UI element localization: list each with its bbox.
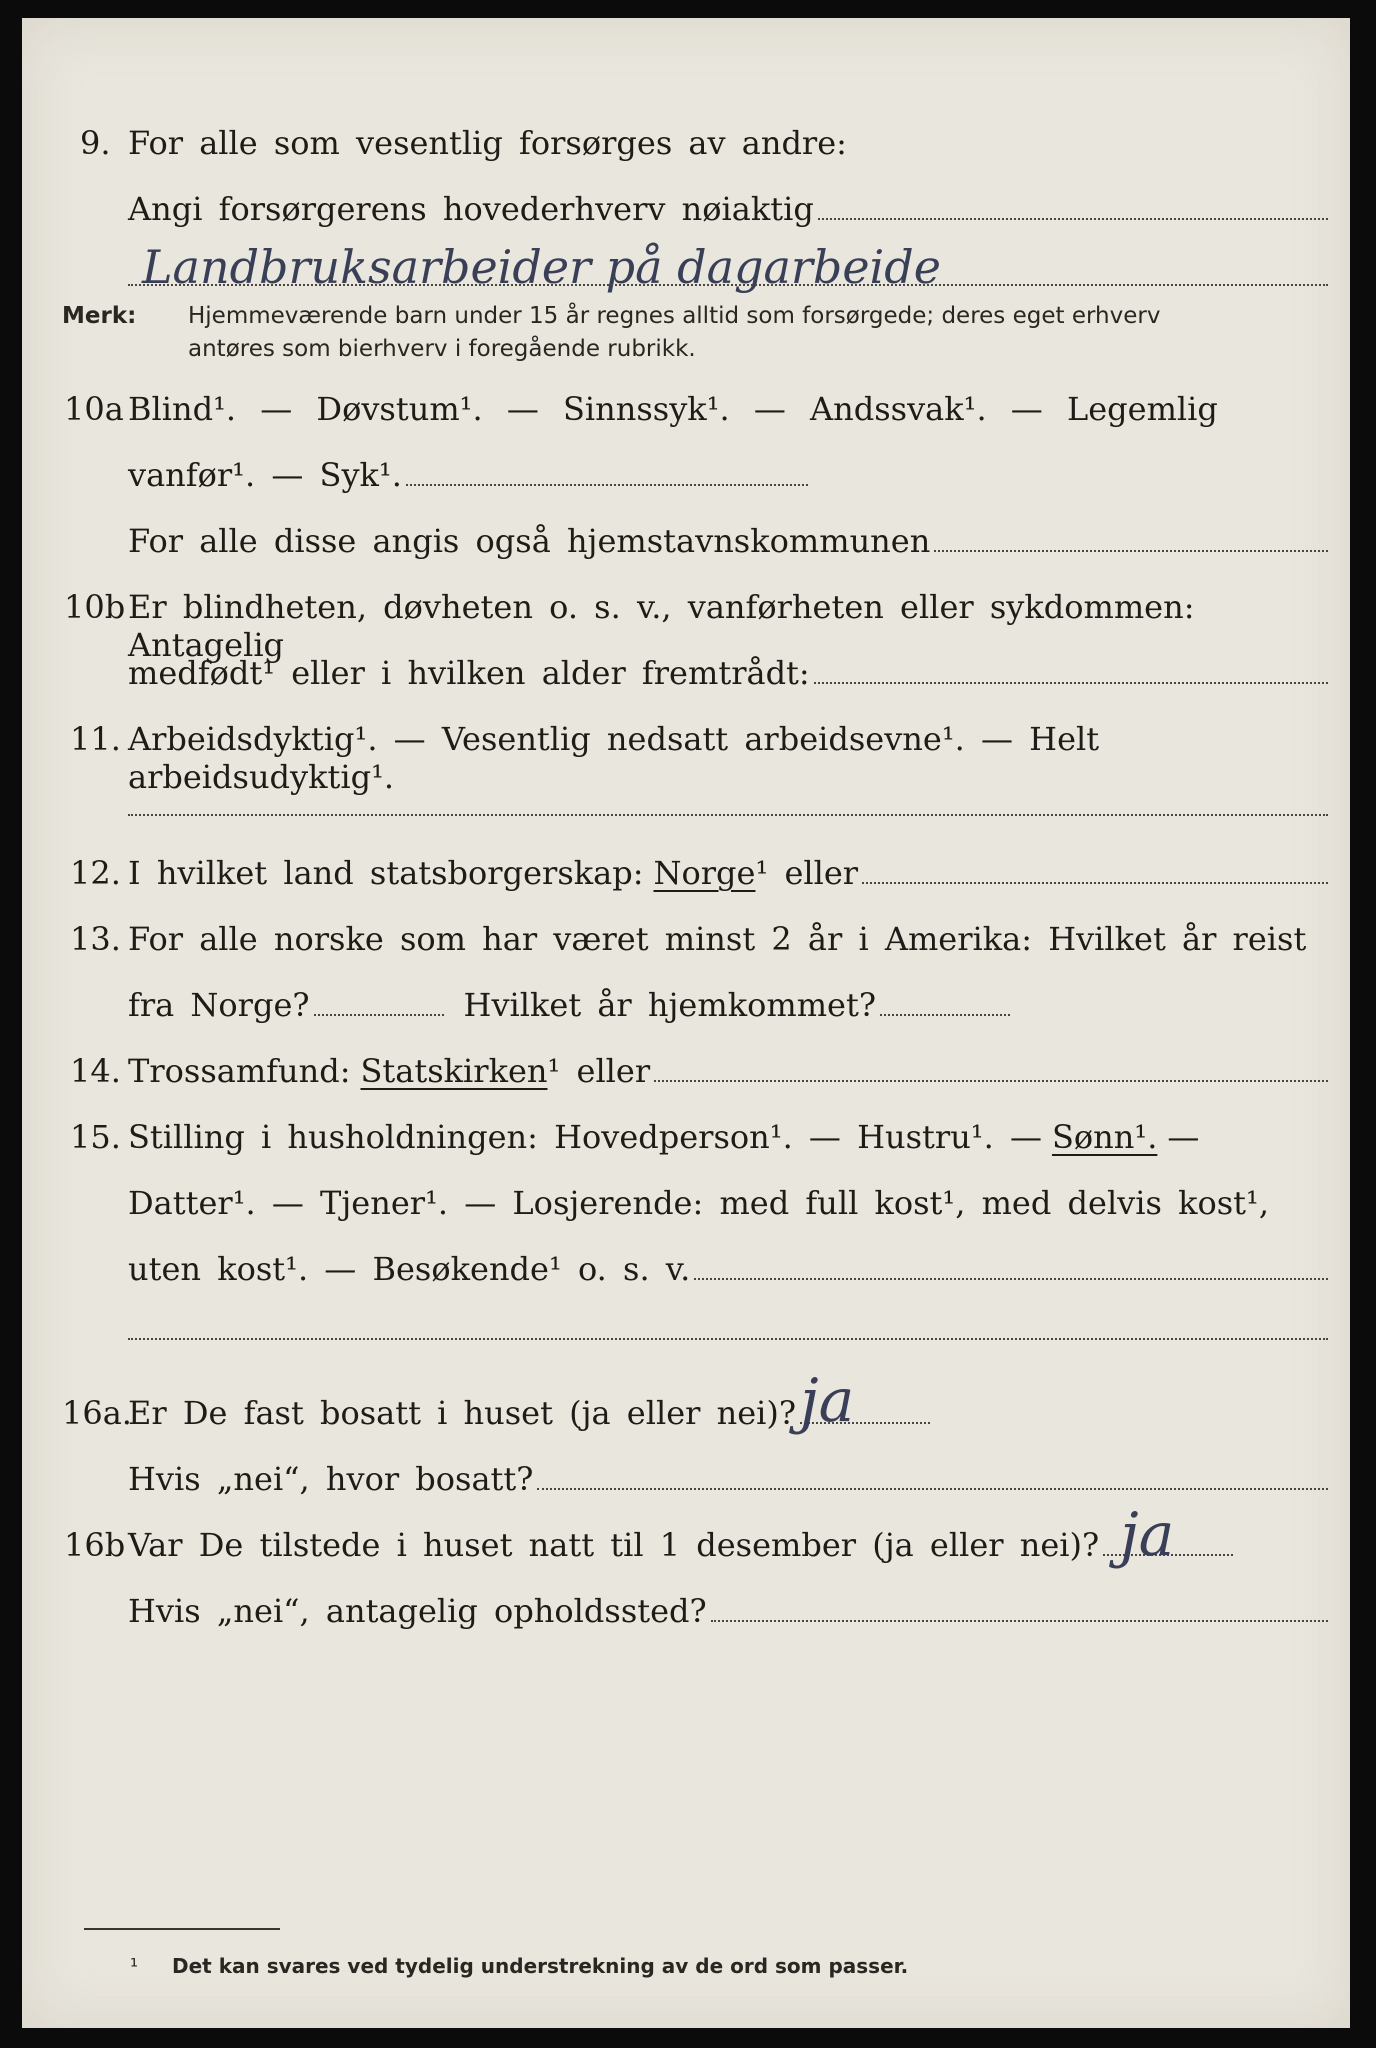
q16a-handwritten-answer: ja (800, 1366, 855, 1436)
q12-line (128, 854, 1328, 892)
q13-reist: fra Norge? (128, 986, 310, 1024)
q10b-line2 (128, 654, 1328, 692)
q10a-line1: Blind¹. — Døvstum¹. — Sinnssyk¹. — Andssvak¹. — Legemlig (128, 390, 1218, 428)
q12-fill[interactable] (862, 876, 1328, 884)
q13-hjemkommet-fill[interactable] (880, 1008, 1010, 1016)
q10b-line1: Er blindheten, døvheten o. s. v., vanførheten eller sykdommen: Antagelig (128, 588, 1195, 664)
q15-line1 (128, 1118, 1199, 1156)
q15-fill[interactable] (694, 1272, 1328, 1280)
q10a-line3-text: For alle disse angis også hjemstavnskommunen (128, 522, 931, 560)
merk-line2: antøres som bierhverv i foregående rubrikk. (188, 336, 696, 362)
q11-line1: Arbeidsdyktig¹. — Vesentlig nedsatt arbeidsevne¹. — Helt arbeidsudyktig¹. (128, 720, 1100, 796)
q13-hjemkommet: Hvilket år hjemkommet? (463, 986, 876, 1024)
q16b-question: Var De tilstede i huset natt til 1 desember (ja eller nei)? (128, 1526, 1100, 1564)
q15-line1-text: Stilling i husholdningen: Hovedperson¹. — Hustru¹. — (128, 1118, 1042, 1156)
q11-answer-line[interactable] (128, 814, 1328, 816)
q14-fill[interactable] (654, 1074, 1328, 1082)
q16b-number: 16b (64, 1526, 126, 1564)
q9-handwritten-answer: Landbruksarbeider på dagarbeide (142, 240, 941, 294)
q9-number: 9. (80, 124, 111, 162)
q15-number: 15. (70, 1118, 121, 1156)
q14-line (128, 1052, 1328, 1090)
q13-line1: For alle norske som har været minst 2 år i Amerika: Hvilket år reist (128, 920, 1307, 958)
q15-line3 (128, 1250, 1328, 1288)
q10b-fill[interactable] (814, 676, 1328, 684)
merk-label: Merk: (62, 303, 137, 329)
q9-line1: For alle som vesentlig forsørges av andre: (128, 124, 847, 162)
q9-fill-line (818, 212, 1328, 220)
footnote-text: Det kan svares ved tydelig understrekning av de ord som passer. (172, 1954, 909, 1978)
q16a-question: Er De fast bosatt i huset (ja eller nei)? (128, 1394, 797, 1432)
q16b-handwritten-answer: ja (1120, 1500, 1175, 1570)
q15-line1-dash: — (1167, 1118, 1200, 1156)
q15-line3-text: uten kost¹. — Besøkende¹ o. s. v. (128, 1250, 691, 1288)
q14-eller: ¹ eller (547, 1052, 651, 1090)
q16a-line2 (128, 1460, 1328, 1498)
q10a-number: 10a (64, 390, 124, 428)
q10b-line2-text: medfødt¹ eller i hvilken alder fremtrådt: (128, 654, 810, 692)
footnote-divider (84, 1928, 280, 1930)
q12-norge-underlined: Norge (653, 854, 756, 892)
q13-reist-fill[interactable] (314, 1008, 444, 1016)
q10a-kommune-fill[interactable] (934, 544, 1328, 552)
q15-answer-line[interactable] (128, 1338, 1328, 1340)
q10b-number: 10b (64, 588, 126, 626)
merk-line1: Hjemmeværende barn under 15 år regnes alltid som forsørgede; deres eget erhverv (188, 303, 1161, 329)
footnote-mark: ¹ (130, 1954, 139, 1978)
q9-answer-line[interactable] (128, 284, 1328, 286)
q10a-syk-fill[interactable] (406, 478, 808, 486)
q9-line2-text: Angi forsørgerens hovederhverv nøiaktig (128, 190, 814, 228)
q9-line2 (128, 190, 1328, 228)
q16a-bosatt-fill[interactable] (537, 1482, 1328, 1490)
q14-number: 14. (70, 1052, 121, 1090)
q10a-line2 (128, 456, 808, 494)
q16a-line2-text: Hvis „nei“, hvor bosatt? (128, 1460, 534, 1498)
q16a-number: 16a. (62, 1394, 132, 1432)
q10a-line3 (128, 522, 1328, 560)
q14-question: Trossamfund: (128, 1052, 351, 1090)
q14-statskirken-underlined: Statskirken (360, 1052, 548, 1090)
q11-number: 11. (70, 720, 121, 758)
q12-eller: ¹ eller (755, 854, 859, 892)
q15-sonn-underlined: Sønn¹. (1051, 1118, 1158, 1156)
q12-number: 12. (70, 854, 121, 892)
q13-line2 (128, 986, 1010, 1024)
q12-question: I hvilket land statsborgerskap: (128, 854, 644, 892)
q16b-line2-text: Hvis „nei“, antagelig opholdssted? (128, 1592, 707, 1630)
q10a-line2-text: vanfør¹. — Syk¹. (128, 456, 402, 494)
q13-number: 13. (70, 920, 121, 958)
q16b-opholdssted-fill[interactable] (711, 1614, 1328, 1622)
q16b-line2 (128, 1592, 1328, 1630)
q15-line2: Datter¹. — Tjener¹. — Losjerende: med full kost¹, med delvis kost¹, (128, 1184, 1270, 1222)
paper-sheet (22, 18, 1350, 2028)
